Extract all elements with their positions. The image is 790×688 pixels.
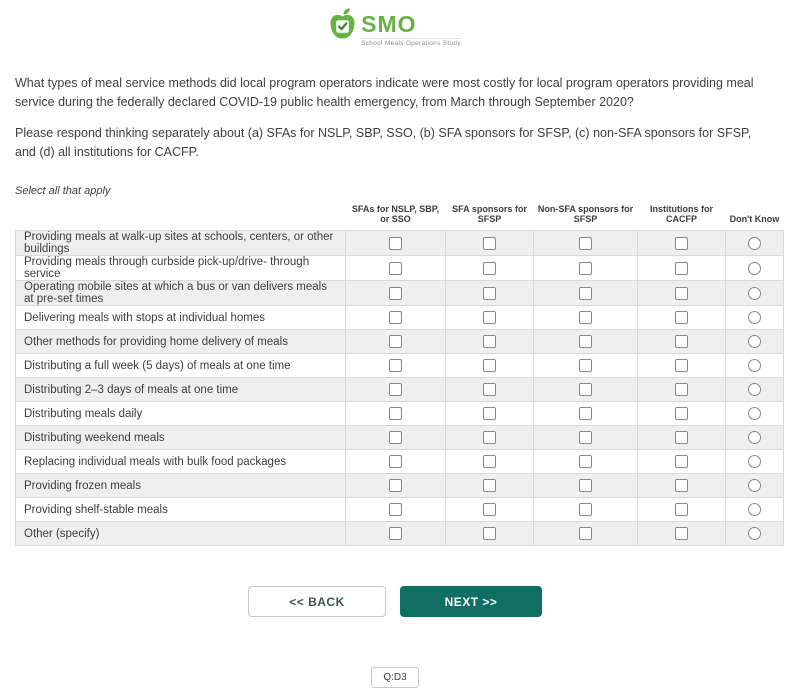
response-checkbox[interactable]	[675, 503, 688, 516]
input-cell	[446, 474, 534, 498]
response-checkbox[interactable]	[483, 383, 496, 396]
input-cell	[726, 256, 784, 281]
column-header: Institutions for CACFP	[650, 203, 713, 225]
input-cell	[726, 306, 784, 330]
matrix-corner-cell	[16, 204, 346, 231]
response-checkbox[interactable]	[579, 407, 592, 420]
row-label: Providing meals at walk-up sites at schools, centers, or other buildings	[16, 231, 346, 256]
input-cell	[446, 426, 534, 450]
input-cell	[726, 281, 784, 306]
response-checkbox[interactable]	[579, 262, 592, 275]
input-cell	[726, 354, 784, 378]
response-checkbox[interactable]	[483, 237, 496, 250]
response-checkbox[interactable]	[675, 479, 688, 492]
input-cell	[446, 330, 534, 354]
response-checkbox[interactable]	[389, 431, 402, 444]
response-checkbox[interactable]	[483, 455, 496, 468]
input-cell	[534, 281, 638, 306]
response-checkbox[interactable]	[483, 335, 496, 348]
input-cell	[534, 402, 638, 426]
table-row	[16, 330, 784, 354]
input-cell	[638, 330, 726, 354]
response-checkbox[interactable]	[579, 359, 592, 372]
dont-know-radio[interactable]	[748, 335, 761, 348]
dont-know-radio[interactable]	[748, 479, 761, 492]
row-label: Other (specify)	[16, 522, 346, 546]
response-checkbox[interactable]	[675, 407, 688, 420]
input-cell	[726, 474, 784, 498]
input-cell	[726, 330, 784, 354]
table-row	[16, 281, 784, 306]
row-label: Operating mobile sites at which a bus or van delivers meals at pre-set times	[16, 281, 346, 306]
table-row	[16, 474, 784, 498]
input-cell	[446, 402, 534, 426]
input-cell	[726, 231, 784, 256]
dont-know-radio[interactable]	[748, 383, 761, 396]
input-cell	[638, 450, 726, 474]
footer	[15, 667, 775, 688]
input-cell	[726, 498, 784, 522]
next-button[interactable]: NEXT >>	[400, 586, 542, 617]
smo-logo	[329, 7, 461, 47]
response-checkbox[interactable]	[483, 479, 496, 492]
input-cell	[534, 474, 638, 498]
dont-know-radio[interactable]	[748, 431, 761, 444]
response-checkbox[interactable]	[675, 237, 688, 250]
input-cell	[534, 498, 638, 522]
input-cell	[446, 498, 534, 522]
table-row	[16, 522, 784, 546]
input-cell	[446, 522, 534, 546]
input-cell	[446, 378, 534, 402]
input-cell	[638, 256, 726, 281]
input-cell	[726, 426, 784, 450]
dont-know-radio[interactable]	[748, 527, 761, 540]
column-header: SFAs for NSLP, SBP, or SSO	[351, 203, 440, 225]
response-checkbox[interactable]	[483, 359, 496, 372]
input-cell	[446, 256, 534, 281]
input-cell	[346, 306, 446, 330]
input-cell	[534, 522, 638, 546]
response-checkbox[interactable]	[483, 431, 496, 444]
response-checkbox[interactable]	[389, 383, 402, 396]
response-checkbox[interactable]	[389, 335, 402, 348]
response-checkbox[interactable]	[389, 527, 402, 540]
response-checkbox[interactable]	[389, 455, 402, 468]
input-cell	[446, 231, 534, 256]
response-checkbox[interactable]	[389, 503, 402, 516]
input-cell	[638, 402, 726, 426]
table-row	[16, 450, 784, 474]
input-cell	[638, 231, 726, 256]
matrix-header-row	[16, 204, 784, 231]
input-cell	[446, 306, 534, 330]
input-cell	[346, 330, 446, 354]
question-text: What types of meal service methods did local program operators indicate were most costly for local program operators providing meal service during the federally declared COVID-19 public health emergency, from March through September 2020?	[15, 76, 754, 110]
response-checkbox[interactable]	[579, 311, 592, 324]
response-checkbox[interactable]	[389, 262, 402, 275]
table-row	[16, 498, 784, 522]
input-cell	[346, 450, 446, 474]
row-label: Delivering meals with stops at individual homes	[16, 306, 346, 330]
input-cell	[726, 450, 784, 474]
column-header: Don't Know	[729, 214, 780, 225]
response-checkbox[interactable]	[675, 455, 688, 468]
response-checkbox[interactable]	[579, 383, 592, 396]
response-checkbox[interactable]	[579, 431, 592, 444]
dont-know-radio[interactable]	[748, 359, 761, 372]
response-checkbox[interactable]	[675, 383, 688, 396]
response-checkbox[interactable]	[579, 287, 592, 300]
input-cell	[726, 522, 784, 546]
input-cell	[346, 281, 446, 306]
response-checkbox[interactable]	[483, 407, 496, 420]
response-checkbox[interactable]	[483, 262, 496, 275]
response-checkbox[interactable]	[389, 287, 402, 300]
dont-know-radio[interactable]	[748, 455, 761, 468]
response-checkbox[interactable]	[579, 455, 592, 468]
column-header: SFA sponsors for SFSP	[452, 203, 527, 225]
dont-know-radio[interactable]	[748, 503, 761, 516]
input-cell	[346, 256, 446, 281]
response-checkbox[interactable]	[579, 527, 592, 540]
table-row	[16, 306, 784, 330]
logo-text	[361, 13, 461, 47]
input-cell	[346, 402, 446, 426]
back-button[interactable]: << BACK	[248, 586, 386, 617]
response-checkbox[interactable]	[579, 237, 592, 250]
input-cell	[534, 306, 638, 330]
response-checkbox[interactable]	[579, 503, 592, 516]
input-cell	[346, 474, 446, 498]
table-row	[16, 426, 784, 450]
input-cell	[346, 522, 446, 546]
row-label: Replacing individual meals with bulk food packages	[16, 450, 346, 474]
input-cell	[534, 330, 638, 354]
input-cell	[346, 378, 446, 402]
input-cell	[534, 231, 638, 256]
input-cell	[346, 498, 446, 522]
row-label: Other methods for providing home delivery of meals	[16, 330, 346, 354]
question-id-badge: Q:D3	[371, 667, 418, 688]
input-cell	[638, 378, 726, 402]
row-label: Distributing weekend meals	[16, 426, 346, 450]
logo-acronym: SMO	[361, 11, 417, 37]
table-row	[16, 354, 784, 378]
table-row	[16, 402, 784, 426]
input-cell	[534, 426, 638, 450]
header	[15, 0, 775, 47]
dont-know-radio[interactable]	[748, 237, 761, 250]
input-cell	[726, 378, 784, 402]
input-cell	[638, 426, 726, 450]
response-checkbox[interactable]	[579, 479, 592, 492]
meal-service-matrix-table	[15, 204, 784, 547]
row-label: Distributing a full week (5 days) of meals at one time	[16, 354, 346, 378]
navigation-buttons	[15, 586, 775, 617]
response-checkbox[interactable]	[675, 431, 688, 444]
response-checkbox[interactable]	[389, 311, 402, 324]
apple-check-icon	[329, 7, 356, 46]
input-cell	[534, 450, 638, 474]
response-checkbox[interactable]	[675, 287, 688, 300]
row-label: Distributing meals daily	[16, 402, 346, 426]
table-row	[16, 231, 784, 256]
input-cell	[638, 498, 726, 522]
response-checkbox[interactable]	[483, 527, 496, 540]
response-checkbox[interactable]	[483, 503, 496, 516]
response-checkbox[interactable]	[675, 359, 688, 372]
input-cell	[346, 231, 446, 256]
response-checkbox[interactable]	[483, 311, 496, 324]
dont-know-radio[interactable]	[748, 262, 761, 275]
response-checkbox[interactable]	[389, 237, 402, 250]
response-checkbox[interactable]	[389, 479, 402, 492]
response-checkbox[interactable]	[389, 359, 402, 372]
response-checkbox[interactable]	[675, 527, 688, 540]
logo-subtitle: School Meals Operations Study	[361, 40, 461, 47]
input-cell	[638, 354, 726, 378]
input-cell	[446, 281, 534, 306]
select-all-instruction: Select all that apply	[15, 184, 111, 197]
dont-know-radio[interactable]	[748, 287, 761, 300]
input-cell	[534, 354, 638, 378]
response-checkbox[interactable]	[389, 407, 402, 420]
input-cell	[638, 474, 726, 498]
response-checkbox[interactable]	[675, 335, 688, 348]
input-cell	[346, 426, 446, 450]
dont-know-radio[interactable]	[748, 311, 761, 324]
column-header: Non-SFA sponsors for SFSP	[537, 203, 634, 225]
input-cell	[446, 450, 534, 474]
response-checkbox[interactable]	[483, 287, 496, 300]
row-label: Providing shelf-stable meals	[16, 498, 346, 522]
row-label: Providing meals through curbside pick-up/drive- through service	[16, 256, 346, 281]
input-cell	[638, 306, 726, 330]
input-cell	[534, 378, 638, 402]
response-checkbox[interactable]	[675, 311, 688, 324]
table-row	[16, 378, 784, 402]
row-label: Distributing 2–3 days of meals at one time	[16, 378, 346, 402]
input-cell	[638, 281, 726, 306]
question-subtext: Please respond thinking separately about (a) SFAs for NSLP, SBP, SSO, (b) SFA sponsors for SFSP, (c) non-SFA sponsors for SFSP, and (d) all institutions for CACFP.	[15, 125, 752, 160]
input-cell	[346, 354, 446, 378]
response-checkbox[interactable]	[579, 335, 592, 348]
question-block	[15, 74, 775, 197]
input-cell	[726, 402, 784, 426]
input-cell	[446, 354, 534, 378]
dont-know-radio[interactable]	[748, 407, 761, 420]
table-row	[16, 256, 784, 281]
response-checkbox[interactable]	[675, 262, 688, 275]
row-label: Providing frozen meals	[16, 474, 346, 498]
input-cell	[534, 256, 638, 281]
input-cell	[638, 522, 726, 546]
